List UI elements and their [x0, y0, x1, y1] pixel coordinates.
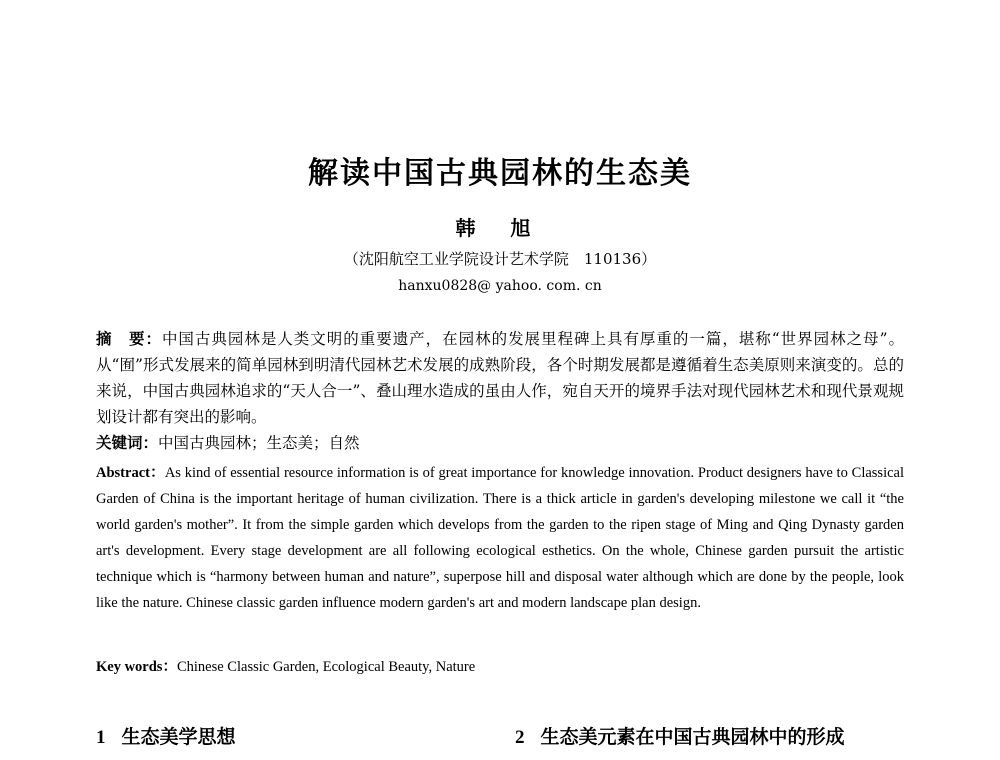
keywords-chinese	[96, 430, 904, 456]
author-affiliation: （沈阳航空工业学院设计艺术学院 110136）	[343, 250, 657, 268]
abstract-chinese-label: 摘 要：	[96, 329, 162, 348]
keywords-english-label: Key words：	[96, 659, 177, 675]
keywords-english-text: Chinese Classic Garden, Ecological Beauty, Nature	[176, 659, 476, 675]
abstract-chinese	[96, 326, 904, 430]
abstract-english-text: As kind of essential resource information is of great importance for knowledge innovation. Product designers have to Classical Garden of China is the important heritage of human civilization. There is a thick article in garden's developing milestone we call it “the world garden's mother”. It from the simple garden which develops from the garden to the ripen stage of Ming and Qing Dynasty garden art's development. Every stage development are all following ecological esthetics. On the whole, Chinese garden pursuit the artistic technique which is “harmony between human and nature”, superpose hill and disposal water although which are done by the people, look like the nature. Chinese classic garden influence modern garden's art and modern landscape plan design.	[96, 465, 904, 611]
paper-title: 解读中国古典园林的生态美	[308, 156, 692, 191]
section-number: 2	[515, 727, 525, 748]
section-title: 生态美学思想	[121, 726, 236, 748]
author-name: 韩 旭	[455, 216, 545, 240]
section-title: 生态美元素在中国古典园林中的形成	[540, 726, 845, 748]
keywords-english	[96, 654, 904, 680]
section-number: 1	[96, 727, 106, 748]
section-heading-1	[96, 722, 236, 749]
author-email: hanxu0828@ yahoo. com. cn	[398, 278, 602, 294]
keywords-chinese-label: 关键词：	[96, 433, 159, 452]
keywords-chinese-text: 中国古典园林；生态美；自然	[158, 434, 360, 452]
abstract-chinese-text: 中国古典园林是人类文明的重要遗产，在园林的发展里程碑上具有厚重的一篇，堪称“世界园林之母”。从“囿”形式发展来的简单园林到明清代园林艺术发展的成熟阶段，各个时期发展都是遵循着生态美原则来演变的。总的来说，中国古典园林追求的“天人合一”、叠山理水造成的虽由人作，宛自天开的境界手法对现代园林艺术和现代景观规划设计都有突出的影响。	[96, 330, 904, 426]
abstract-english-label: Abstract：	[96, 465, 165, 481]
abstract-english	[96, 460, 904, 616]
section-heading-2	[515, 722, 845, 749]
